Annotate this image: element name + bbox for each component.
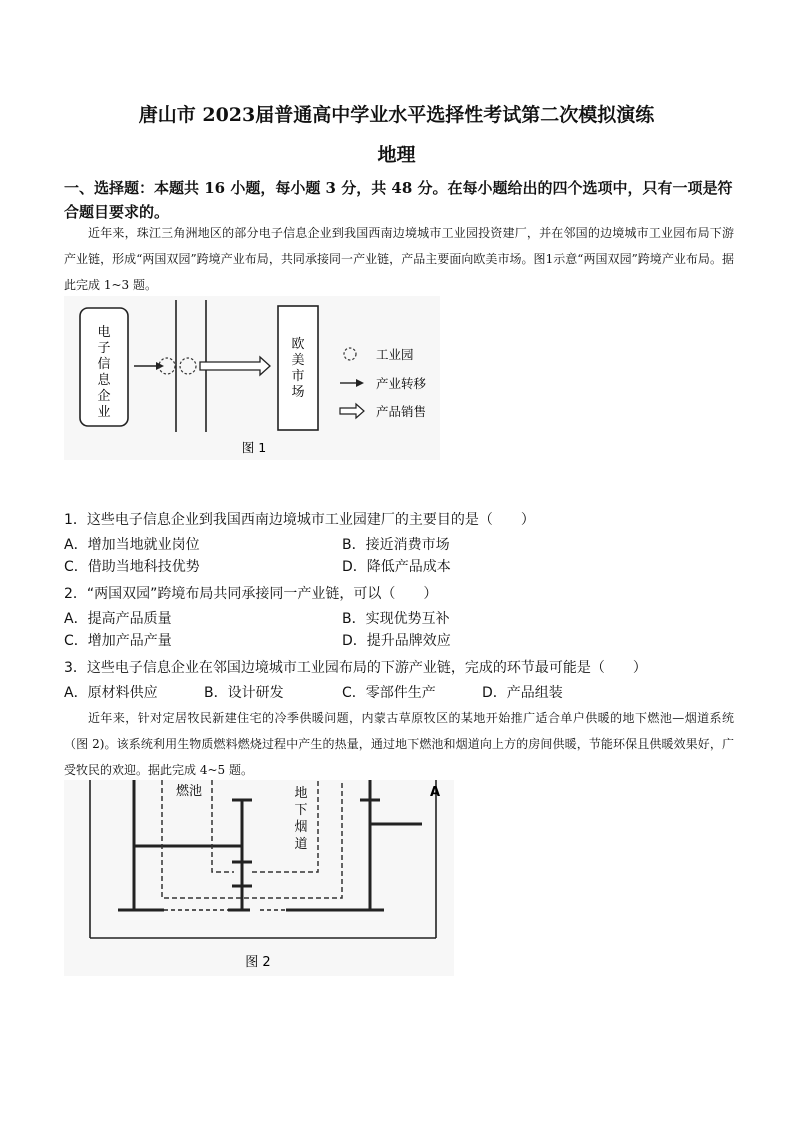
question-1-stem: 1．这些电子信息企业到我国西南边境城市工业园建厂的主要目的是（ ） — [64, 512, 535, 528]
question-1-option-a[interactable]: A．增加当地就业岗位 — [64, 537, 200, 553]
legend-transfer-label: 产业转移 — [376, 376, 427, 391]
legend-sales-label: 产品销售 — [376, 404, 427, 419]
flue-label-char: 烟 — [294, 820, 308, 835]
question-3-option-c[interactable]: C．零部件生产 — [342, 685, 436, 701]
market-box — [278, 306, 318, 430]
passage-2: 近年来，针对定居牧民新建住宅的冷季供暖问题，内蒙古草原牧区的某地开始推广适合单户供暖的地下燃池—烟道系统（图 2)。该系统利用生物质燃料燃烧过程中产生的热量，通过地下燃池和烟道向上方的房间供暖，节能环保且供暖效果好，广受牧民的欢迎。据此完成 4~5 题。 — [64, 711, 734, 777]
flue-label-char: 道 — [294, 837, 308, 852]
enterprise-label-char: 子 — [97, 341, 111, 356]
question-1-option-d[interactable]: D．降低产品成本 — [342, 559, 451, 575]
question-2-option-a[interactable]: A．提高产品质量 — [64, 611, 172, 627]
question-1-option-c[interactable]: C．借助当地科技优势 — [64, 559, 200, 575]
figure-1 — [64, 296, 440, 460]
figure-1-caption: 图 1 — [241, 440, 267, 455]
enterprise-label-char: 息 — [97, 373, 111, 388]
figure-2 — [64, 780, 454, 976]
enterprise-label-char: 企 — [97, 389, 111, 404]
figure-2-caption: 图 2 — [245, 955, 271, 970]
question-3-option-d[interactable]: D．产品组装 — [482, 685, 563, 701]
question-2-option-d[interactable]: D．提升品牌效应 — [342, 633, 451, 649]
question-2-option-c[interactable]: C．增加产品产量 — [64, 633, 172, 649]
market-label-char: 美 — [291, 353, 305, 368]
exam-title: 唐山市 2023届普通高中学业水平选择性考试第二次模拟演练 — [138, 104, 655, 126]
marker-a: A — [430, 785, 441, 800]
question-2-stem: 2．“两国双园”跨境布局共同承接同一产业链，可以（ ） — [64, 586, 438, 602]
enterprise-label-char: 信 — [97, 357, 111, 372]
burning-pool-label: 燃池 — [175, 784, 203, 799]
flue-label-char: 地 — [294, 786, 308, 801]
enterprise-label-char: 业 — [97, 405, 111, 420]
question-3-option-a[interactable]: A．原材料供应 — [64, 685, 158, 701]
subject-title: 地理 — [377, 144, 416, 166]
question-1-option-b[interactable]: B．接近消费市场 — [342, 537, 450, 553]
legend-park-label: 工业园 — [376, 347, 414, 362]
passage-1: 近年来，珠江三角洲地区的部分电子信息企业到我国西南边境城市工业园投资建厂，并在邻国的边境城市工业园布局下游产业链，形成“两国双园”跨境产业布局，共同承接同一产业链，产品主要面向欧美市场。图1示意“两国双园”跨境产业布局。据此完成 1~3 题。 — [64, 226, 734, 292]
question-3-option-b[interactable]: B．设计研发 — [204, 685, 284, 701]
question-2-option-b[interactable]: B．实现优势互补 — [342, 611, 450, 627]
question-3-stem: 3．这些电子信息企业在邻国边境城市工业园布局的下游产业链，完成的环节最可能是（ ） — [64, 660, 647, 676]
enterprise-label-char: 电 — [97, 325, 111, 340]
flue-label-char: 下 — [294, 803, 308, 818]
market-label-char: 市 — [291, 369, 305, 384]
market-label-char: 欧 — [291, 337, 305, 352]
section-heading: 一、选择题：本题共 16 小题，每小题 3 分，共 48 分。在每小题给出的四个选项中，只有一项是符合题目要求的。 — [64, 179, 733, 221]
market-label-char: 场 — [291, 385, 305, 400]
